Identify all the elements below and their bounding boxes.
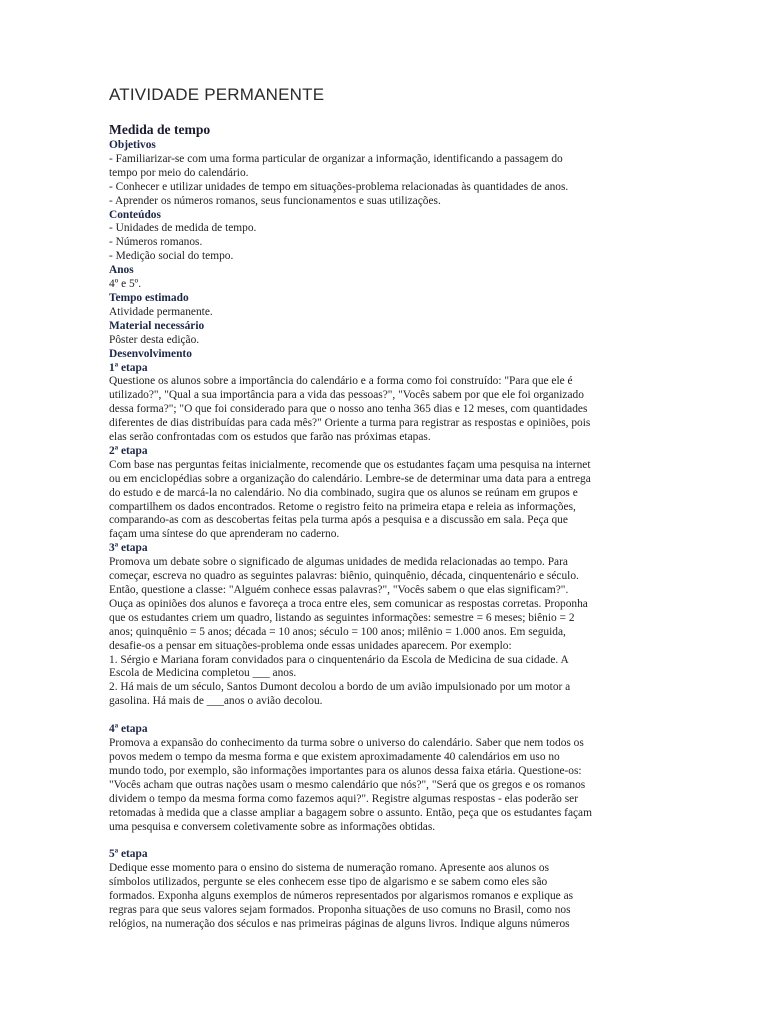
text-line: Questione os alunos sobre a importância do calendário e a forma como foi construído: "Para que ele é [109,375,573,388]
text-line: gasolina. Há mais de ___anos o avião decolou. [109,695,323,708]
text-line: mundo todo, por exemplo, são informações importantes para os alunos dessa faixa etária. Questione-os: [109,764,582,777]
text-line: "Vocês acham que outras nações usam o mesmo calendário que nós?", "Será que os gregos e os romanos [109,778,586,791]
text-line: começar, escreva no quadro as seguintes palavras: biênio, quinquênio, década, cinquentenário e século. [109,570,579,583]
text-line: dessa forma?"; "O que foi considerado para que o nosso ano tenha 365 dias e 12 meses, com quantidades [109,403,588,416]
text-line: - Números romanos. [109,236,203,249]
text-line: Promova um debate sobre o significado de algumas unidades de medida relacionadas ao tempo. Para [109,556,568,569]
section-heading: Anos [109,264,134,277]
text-line: Pôster desta edição. [109,333,200,346]
text-line: povos medem o tempo da mesma forma e que existem aproximadamente 40 calendários em uso no [109,750,560,763]
text-line: Ouça as opiniões dos alunos e favoreça a troca entre eles, sem comunicar as respostas corretas. Proponha [109,597,588,610]
section-heading: 1ª etapa [109,361,148,374]
text-line: comparando-as com as descobertas feitas pela turma após a pesquisa e a discussão em sala. Peça que [109,514,568,527]
section-heading: 5ª etapa [109,848,148,861]
text-line: uma pesquisa e conversem coletivamente sobre as informações obtidas. [109,820,436,833]
text-line: - Unidades de medida de tempo. [109,222,257,235]
text-line: façam uma síntese do que aprenderam no caderno. [109,528,340,541]
text-line: Atividade permanente. [109,305,213,318]
section-heading: Material necessário [109,319,205,332]
text-line: relógios, na numeração dos séculos e nas primeiras páginas de alguns livros. Indique alguns números [109,917,570,930]
paragraph-gap [109,834,639,848]
text-line: - Familiarizar-se com uma forma particular de organizar a informação, identificando a passagem do [109,152,563,165]
text-line: dividem o tempo da mesma forma como fazemos aqui?". Registre algumas respostas - elas poderão ser [109,792,578,805]
document-body [109,139,639,932]
text-line: ou em enciclopédias sobre a organização do calendário. Lembre-se de determinar uma data para a entrega [109,472,591,485]
text-line: - Aprender os números romanos, seus funcionamentos e suas utilizações. [109,194,441,207]
paragraph-gap [109,709,639,723]
text-line: 2. Há mais de um século, Santos Dumont decolou a bordo de um avião impulsionado por um motor a [109,681,571,694]
text-line: 4º e 5º. [109,278,142,291]
text-line: Dedique esse momento para o ensino do sistema de numeração romano. Apresente aos alunos os [109,862,550,875]
text-line: - Conhecer e utilizar unidades de tempo em situações-problema relacionadas às quantidades de anos. [109,180,569,193]
section-heading: 4ª etapa [109,723,148,736]
text-line: - Medição social do tempo. [109,250,234,263]
text-line: Escola de Medicina completou ___ anos. [109,667,297,680]
text-line: desafie-os a pensar em situações-problema onde essas unidades aparecem. Por exemplo: [109,639,512,652]
text-line: 1. Sérgio e Mariana foram convidados para o cinquentenário da Escola de Medicina de sua cidade. A [109,653,569,666]
text-line: anos; quinquênio = 5 anos; década = 10 anos; século = 100 anos; milênio = 1.000 anos. Em seguida, [109,625,566,638]
document-subtitle: Medida de tempo [109,122,211,137]
text-line: Então, questione a classe: "Alguém conhece essas palavras?", "Vocês sabem o que elas significam?". [109,584,569,596]
section-heading: Tempo estimado [109,291,189,304]
text-line: Com base nas perguntas feitas inicialmente, recomende que os estudantes façam uma pesquisa na internet [109,458,591,471]
section-heading: Objetivos [109,139,156,151]
text-line: regras para que seus valores sejam formados. Proponha situações de uso comuns no Brasil, como nos [109,904,571,917]
text-line: diferentes de dias distribuídas para cada mês?" Oriente a turma para registrar as respostas e opiniões, pois [109,417,591,430]
document-title: ATIVIDADE PERMANENTE [109,85,325,104]
text-line: do estudo e de marcá-la no calendário. No dia combinado, sugira que os alunos se reúnam em grupos e [109,486,578,499]
document-page [109,84,639,932]
text-line: retomadas à medida que a classe ampliar a bagagem sobre o assunto. Então, peça que os estudantes façam [109,806,592,819]
text-line: utilizado?", "Qual a sua importância para a vida das pessoas?", "Vocês sabem por que ele foi organizado [109,389,584,402]
text-line: Promova a expansão do conhecimento da turma sobre o universo do calendário. Saber que nem todos os [109,737,584,750]
text-line: símbolos utilizados, pergunte se eles conhecem esse tipo de algarismo e se sabem como eles são [109,876,548,889]
text-line: elas serão confrontadas com os estudos que farão nas próximas etapas. [109,431,431,444]
text-line: que os estudantes criem um quadro, listando as seguintes informações: semestre = 6 meses; biênio = 2 [109,611,575,624]
text-line: formados. Exponha alguns exemplos de números representados por algarismos romanos e explique as [109,890,574,903]
section-heading: 2ª etapa [109,444,148,457]
section-heading: 3ª etapa [109,542,148,555]
text-line: compartilhem os dados encontrados. Retome o registro feito na primeira etapa e releia as informações, [109,500,576,513]
section-heading: Conteúdos [109,208,161,221]
text-line: tempo por meio do calendário. [109,166,249,179]
section-heading: Desenvolvimento [109,347,192,360]
